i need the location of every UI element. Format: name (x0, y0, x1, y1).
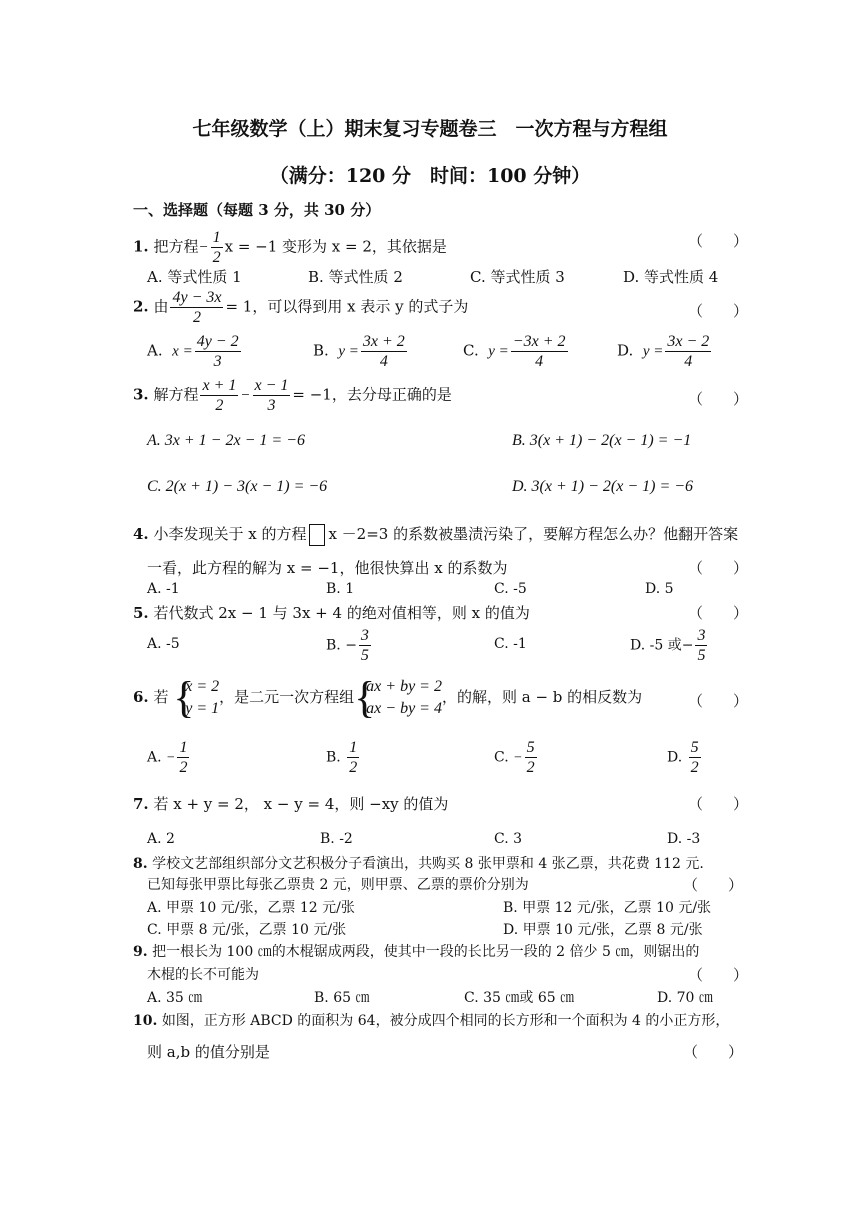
question-3 (133, 376, 452, 415)
option-d: D. 甲票 10 元/张，乙票 8 元/张 (503, 922, 703, 938)
fraction-denominator: 2 (690, 759, 699, 776)
option-d (630, 626, 709, 665)
answer-parentheses: （ ） (688, 302, 749, 320)
fraction-denominator: 4 (684, 353, 693, 370)
question-number: 5. (133, 604, 149, 622)
sign: − (166, 750, 176, 766)
option-label: A. (147, 341, 163, 360)
question-6 (133, 673, 643, 722)
fraction-numerator: 3 (360, 627, 369, 644)
fraction-numerator: 3x + 2 (362, 333, 405, 350)
question-text: 解方程 (153, 385, 199, 404)
fraction-numerator: 3x − 2 (667, 333, 710, 350)
option-b (313, 332, 409, 371)
option-c: C. 35 ㎝或 65 ㎝ (464, 990, 575, 1006)
option-b: B. -2 (320, 831, 353, 847)
question-text: 小李发现关于 x 的方程 (153, 525, 307, 543)
fraction-numerator: −3x + 2 (512, 333, 566, 350)
answer-parentheses: （ ） (688, 604, 749, 622)
option-b: B. 3(x + 1) − 2(x − 1) = −1 (512, 432, 692, 449)
option-label: D. (617, 341, 634, 360)
option-a: A. -1 (147, 581, 180, 597)
question-text: ，是二元一次方程组 (219, 688, 355, 706)
question-text: = 1，可以得到用 x 表示 y 的式子为 (225, 297, 469, 316)
answer-parentheses: （ ） (683, 1043, 744, 1061)
option-a: A. 35 ㎝ (147, 990, 203, 1006)
option-d: D. 等式性质 4 (623, 268, 719, 286)
question-7 (133, 793, 448, 814)
option-b: B. 甲票 12 元/张，乙票 10 元/张 (503, 900, 712, 916)
question-9 (133, 941, 699, 961)
fraction-numerator: 1 (212, 229, 221, 246)
fraction-denominator: 2 (215, 397, 224, 414)
question-number: 3. (133, 385, 149, 404)
option-c: C. 甲票 8 元/张，乙票 10 元/张 (147, 922, 347, 938)
minus-sign: − (240, 387, 251, 404)
option-a: A. 3x + 1 − 2x − 1 = −6 (147, 432, 305, 449)
ink-blot-box (309, 524, 325, 546)
answer-parentheses: （ ） (688, 232, 749, 250)
option-c: C. -5 (494, 581, 527, 597)
question-1: 1. 把方程− $\frac{1}{2}$ x = −1 变形为 x = 2，其依据是 (133, 229, 447, 266)
fraction-numerator: x + 1 (202, 377, 237, 394)
fraction-denominator: 3 (213, 353, 222, 370)
option-a: A. 2 (147, 831, 175, 847)
fraction-numerator: 4y − 2 (196, 333, 239, 350)
question-9-line2: 木棍的长不可能为 (147, 967, 259, 983)
fraction-numerator: 5 (690, 739, 699, 756)
question-number: 2. (133, 297, 149, 316)
fraction-numerator: 4y − 3x (172, 289, 222, 306)
question-text: 由 (153, 297, 169, 316)
option-b (326, 738, 361, 777)
answer-parentheses: （ ） (688, 692, 749, 710)
fraction-denominator: 2 (192, 309, 201, 326)
option-d (617, 332, 713, 371)
fraction-denominator: 2 (349, 759, 358, 776)
option-label: B. (313, 341, 329, 360)
option-c: C. 等式性质 3 (470, 268, 565, 286)
fraction-numerator: 1 (179, 739, 188, 756)
option-var: y = (338, 343, 359, 360)
question-text: 把一根长为 100 ㎝的木棍锯成两段，使其中一段的长比另一段的 2 倍少 5 ㎝，则锯出的 (152, 944, 700, 960)
option-d: D. 5 (645, 581, 674, 597)
section-heading: 一、选择题（每题 3 分，共 30 分） (133, 201, 381, 219)
question-8-line2: 已知每张甲票比每张乙票贵 2 元，则甲票、乙票的票价分别为 (147, 877, 529, 893)
question-text: 若 x + y = 2， x − y = 4，则 −xy 的值为 (153, 795, 449, 813)
question-text: 学校文艺部组织部分文艺积极分子看演出，共购买 8 张甲票和 4 张乙票，共花费 112 元. (152, 856, 704, 872)
question-number: 8. (133, 856, 148, 872)
fraction-numerator: x − 1 (254, 377, 289, 394)
option-a: A. -5 (147, 636, 180, 652)
question-2 (133, 288, 468, 327)
fraction-denominator: 2 (526, 759, 535, 776)
option-label: C. (463, 341, 479, 360)
answer-parentheses: （ ） (688, 559, 749, 577)
question-text: x = −1 变形为 x = 2，其依据是 (224, 237, 447, 256)
option-a (147, 332, 243, 371)
sign: − (513, 750, 523, 766)
question-10 (133, 1010, 729, 1030)
option-b: B. 等式性质 2 (308, 268, 403, 286)
fraction-denominator: 3 (267, 397, 276, 414)
option-a (147, 738, 191, 777)
question-text: ，的解，则 a − b 的相反数为 (441, 688, 643, 706)
question-text: = −1，去分母正确的是 (292, 385, 452, 404)
option-c: C. -1 (494, 636, 527, 652)
option-label: A. (147, 749, 162, 766)
question-number: 9. (133, 944, 148, 960)
fraction-denominator: 2 (179, 759, 188, 776)
option-b (326, 626, 373, 665)
option-a: A. 甲票 10 元/张，乙票 12 元/张 (147, 900, 355, 916)
fraction-denominator: 4 (535, 353, 544, 370)
question-text: 把方程 (153, 237, 199, 256)
option-label: C. (494, 749, 509, 766)
question-text: 若 (153, 688, 169, 706)
question-text: 如图，正方形 ABCD 的面积为 64，被分成四个相同的长方形和一个面积为 4 的小正方形， (161, 1013, 730, 1029)
question-4 (133, 523, 738, 546)
fraction-numerator: 3 (697, 627, 706, 644)
option-d: D. 3(x + 1) − 2(x − 1) = −6 (512, 478, 694, 495)
option-label: D. -5 或− (630, 637, 694, 654)
question-8 (133, 853, 704, 873)
option-b: B. 1 (326, 581, 355, 597)
option-label: B. (326, 749, 341, 766)
option-c (463, 332, 570, 371)
fraction-denominator: 2 (212, 249, 221, 266)
option-c (494, 738, 539, 777)
fraction-numerator: 5 (526, 739, 535, 756)
answer-parentheses: （ ） (688, 390, 749, 408)
option-d (667, 738, 703, 777)
system-row: y = 1 (185, 700, 220, 717)
option-label: D. (667, 749, 683, 766)
option-d: D. 70 ㎝ (657, 990, 713, 1006)
option-var: y = (642, 343, 664, 360)
option-label: B. − (326, 637, 357, 654)
option-var: y = (488, 343, 509, 360)
answer-parentheses: （ ） (688, 795, 749, 813)
option-c: C. 2(x + 1) − 3(x − 1) = −6 (147, 478, 328, 495)
question-number: 10. (133, 1013, 158, 1029)
system-row: ax + by = 2 (366, 678, 442, 695)
page-subtitle: （满分：120 分 时间：100 分钟） (269, 165, 591, 187)
answer-parentheses: （ ） (688, 966, 749, 984)
question-4-line2: 一看，此方程的解为 x = −1，他很快算出 x 的系数为 (147, 559, 508, 577)
option-c: C. 3 (494, 831, 523, 847)
option-var: x = (172, 343, 193, 360)
fraction-denominator: 5 (697, 647, 706, 664)
question-text: 若代数式 2x − 1 与 3x + 4 的绝对值相等，则 x 的值为 (153, 604, 530, 622)
solution-system: { x = 2 y = 1 (173, 673, 220, 722)
answer-parentheses: （ ） (683, 876, 744, 894)
fraction-denominator: 5 (360, 647, 369, 664)
equation-system: { ax + by = 2 ax − by = 4 (354, 673, 442, 722)
question-5 (133, 602, 530, 623)
fraction-denominator: 4 (379, 353, 388, 370)
question-10-line2: 则 a,b 的值分别是 (147, 1043, 270, 1061)
system-row: ax − by = 4 (366, 700, 442, 717)
question-number: 6. (133, 688, 149, 706)
fraction-numerator: 1 (349, 739, 358, 756)
question-text: x －2=3 的系数被墨渍污染了，要解方程怎么办？他翻开答案 (328, 525, 739, 543)
option-b: B. 65 ㎝ (314, 990, 370, 1006)
option-a: A. 等式性质 1 (147, 268, 242, 286)
question-number: 7. (133, 795, 149, 813)
question-number: 4. (133, 525, 149, 543)
system-row: x = 2 (185, 678, 220, 695)
option-d: D. -3 (667, 831, 701, 847)
question-number: 1. (133, 237, 149, 256)
page-title: 七年级数学（上）期末复习专题卷三 一次方程与方程组 (192, 118, 668, 140)
